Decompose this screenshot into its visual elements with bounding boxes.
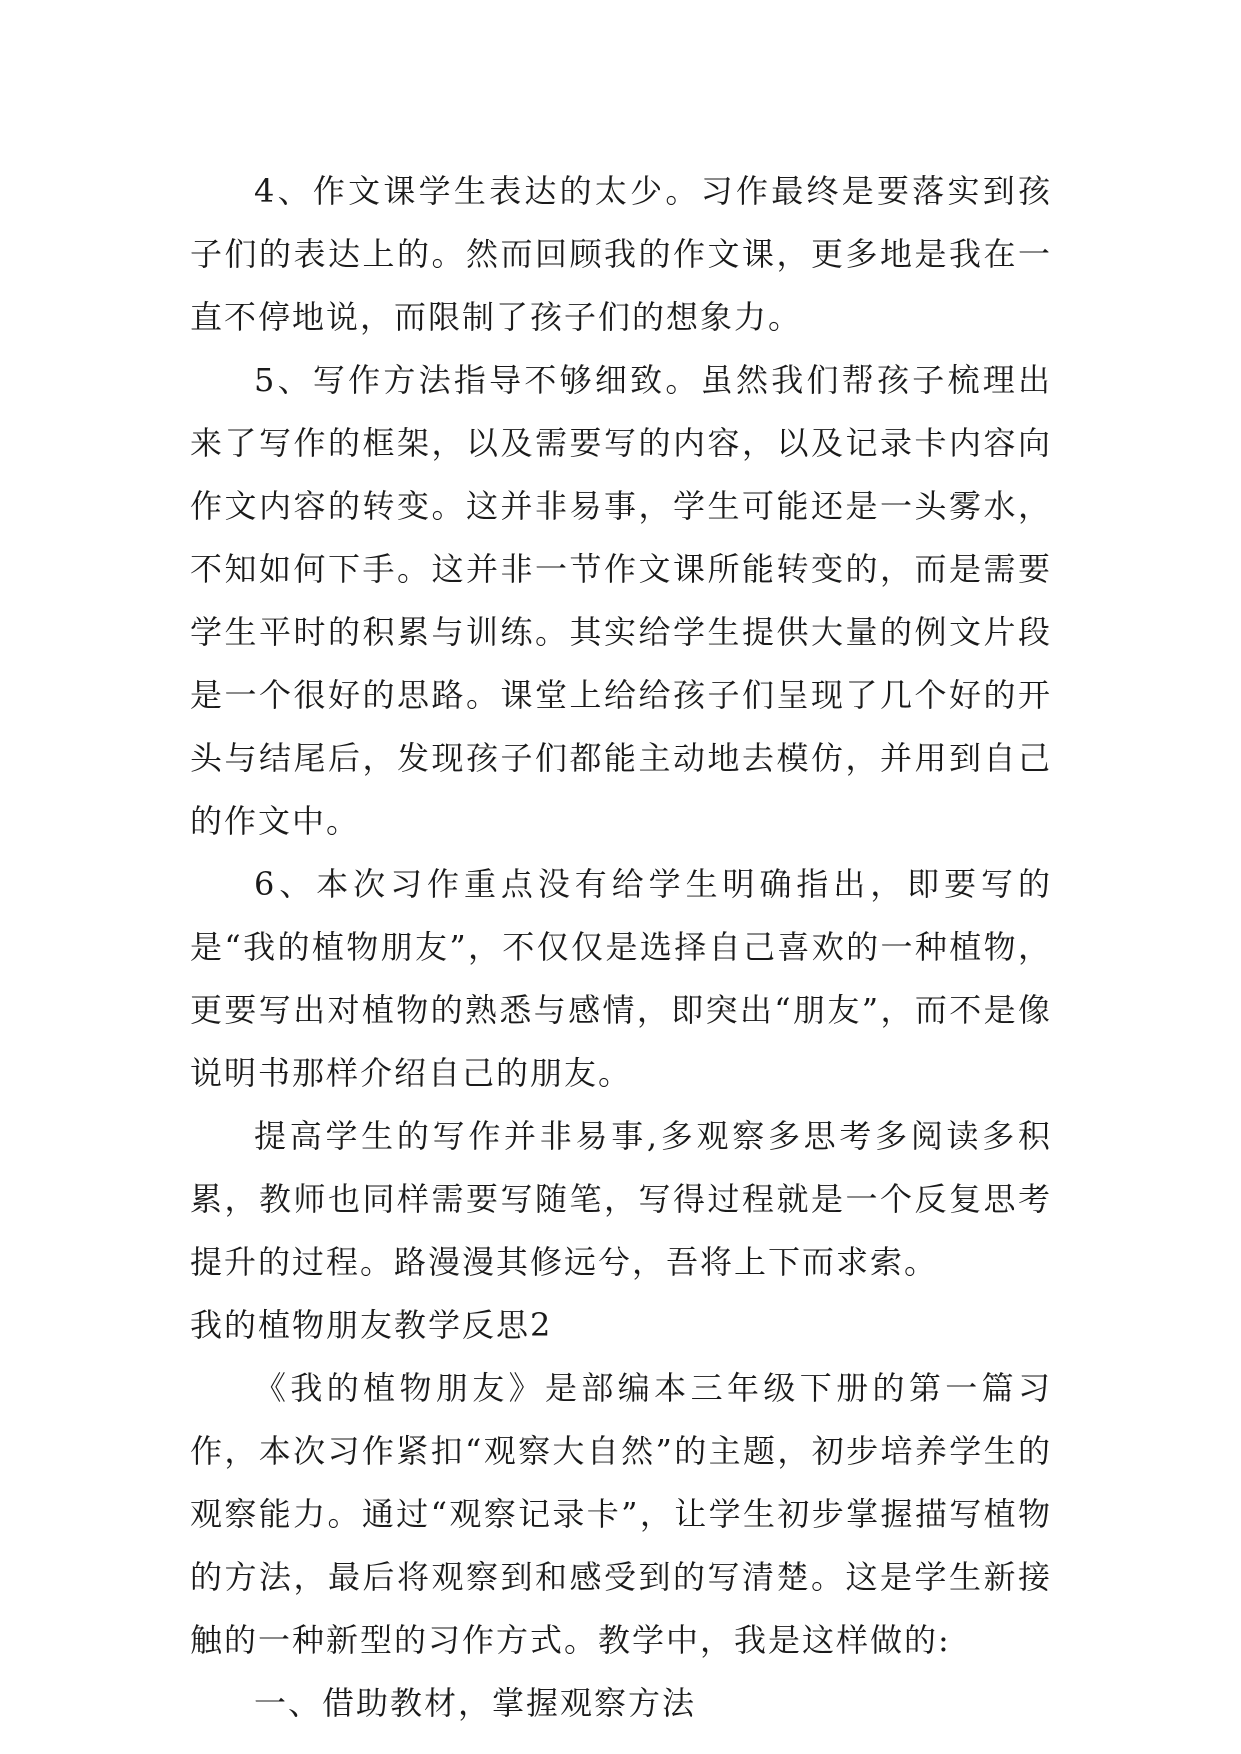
paragraph-6: 6、本次习作重点没有给学生明确指出，即要写的是“我的植物朋友”，不仅仅是选择自己喜欢的一种植物，更要写出对植物的熟悉与感情，即突出“朋友”，而不是像说明书那样介绍自己的朋友。 [190, 865, 1052, 1092]
paragraph-method-heading: 一、借助教材，掌握观察方法 [254, 1684, 697, 1722]
paragraph-4: 4、作文课学生表达的太少。习作最终是要落实到孩子们的表达上的。然而回顾我的作文课，更多地是我在一直不停地说，而限制了孩子们的想象力。 [190, 172, 1052, 336]
paragraph-intro: 《我的植物朋友》是部编本三年级下册的第一篇习作，本次习作紧扣“观察大自然”的主题，初步培养学生的观察能力。通过“观察记录卡”，让学生初步掌握描写植物的方法，最后将观察到和感受到的写清楚。这是学生新接触的一种新型的习作方式。教学中，我是这样做的: [190, 1369, 1052, 1659]
document-body [190, 160, 1052, 1735]
paragraph-5: 5、写作方法指导不够细致。虽然我们帮孩子梳理出来了写作的框架，以及需要写的内容，以及记录卡内容向作文内容的转变。这并非易事，学生可能还是一头雾水，不知如何下手。这并非一节作文课所能转变的，而是需要学生平时的积累与训练。其实给学生提供大量的例文片段是一个很好的思路。课堂上给给孩子们呈现了几个好的开头与结尾后，发现孩子们都能主动地去模仿，并用到自己的作文中。 [190, 361, 1052, 840]
section-title: 我的植物朋友教学反思2 [190, 1306, 553, 1344]
paragraph-conclusion: 提高学生的写作并非易事,多观察多思考多阅读多积累，教师也同样需要写随笔，写得过程就是一个反复思考提升的过程。路漫漫其修远兮，吾将上下而求索。 [190, 1117, 1052, 1281]
